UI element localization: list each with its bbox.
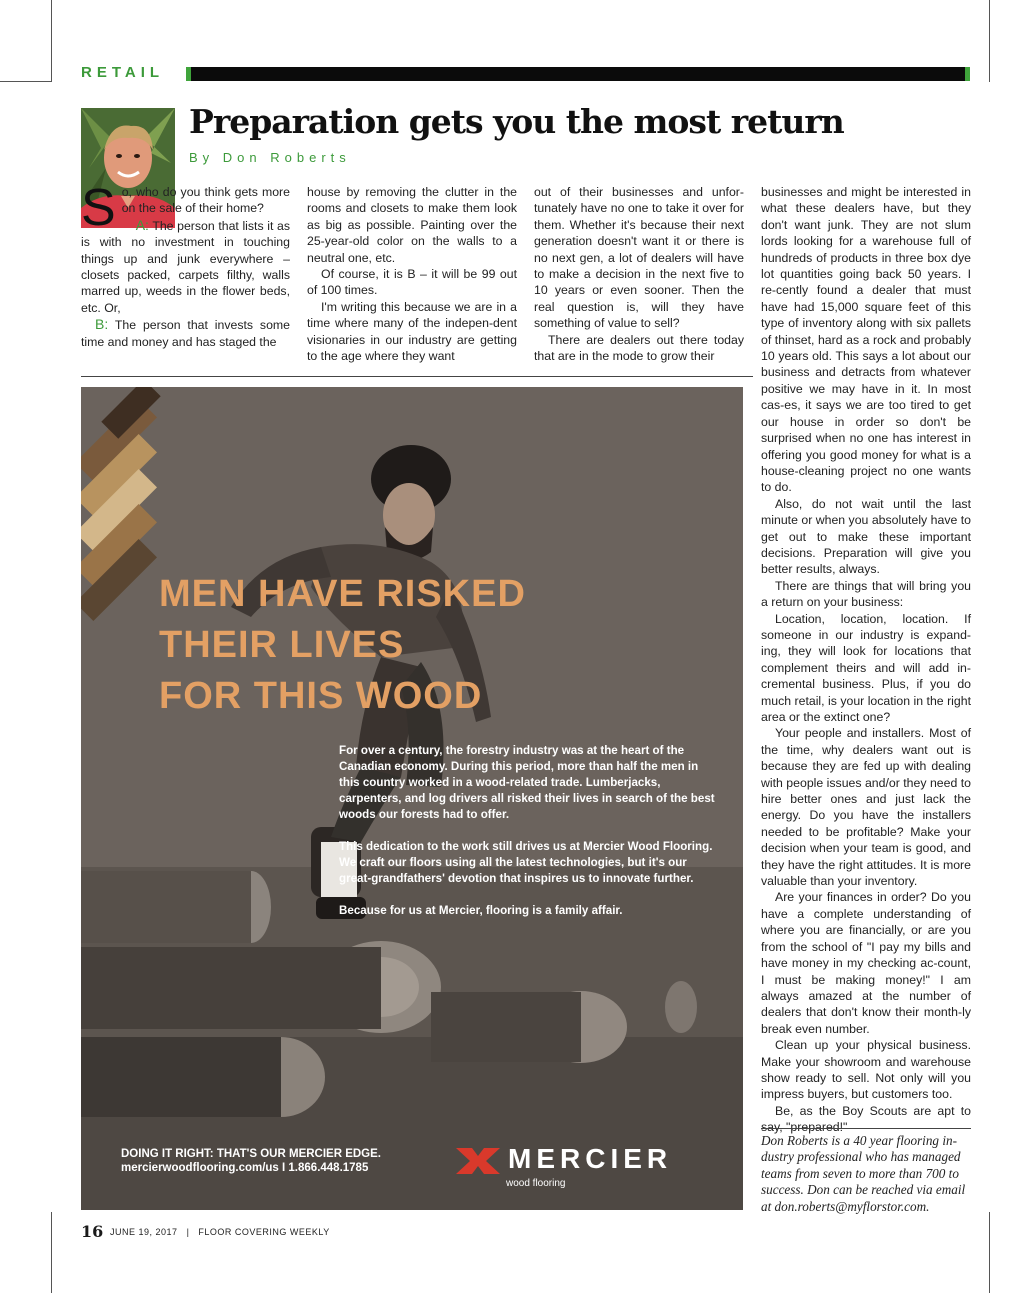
ad-tagline: DOING IT RIGHT: THAT'S OUR MERCIER EDGE. xyxy=(121,1148,381,1160)
paragraph: Location, location, location. If someone in our industry is expand-ing, they will look for locations that complement theirs and will add in-cremental business. Plus, if you do much retail, is your location in the right area or the extinct one? xyxy=(761,611,971,724)
paragraph: Are your finances in order? Do you have a complete understanding of where you are financially, or are you from the school of "I pay my bills and have money in my checking ac-count, I must be making money!" I am always amazed at the number of dealers that don't know their month-ly break even number. xyxy=(761,890,971,1036)
crop-mark xyxy=(989,0,990,82)
mercier-advertisement xyxy=(81,387,743,1210)
ad-body-copy xyxy=(339,743,719,935)
crop-mark xyxy=(989,1212,990,1293)
author-bio: Don Roberts is a 40 year flooring in-dustry professional who has managed teams from seven to more than 700 to success. Don can be reached via email at don.roberts@myflorstor.com. xyxy=(761,1133,966,1214)
answer-label-b: B: xyxy=(95,316,109,333)
article-column-3 xyxy=(534,184,744,364)
paragraph: I'm writing this because we are in a time where many of the indepen-dent visionaries in our industry are getting to the age where they want xyxy=(307,299,517,364)
paragraph: house by removing the clutter in the rooms and closets to make them look as big as possible. Painting over the 25-year-old color on the walls to a neutral one, etc. xyxy=(307,185,517,265)
paragraph: businesses and might be interested in what these dealers have, but they don't want junk. They are not slum lords looking for a warehouse full of hundreds of products in three box dye lot quantities going back 50 years. I re-cently found a dealer that must have had 15,000 square feet of this type of inventory along with six pallets of thinset, hard as a rock and probably 10 years old. This says a lot about our business and detracts from whatever positive we may have in it. In most cas-es, it says we are too tired to get our house in order so don't be surprised when no one has interest in offering you good money for what is a house-cleaning project no one wants to do. xyxy=(761,185,971,495)
ad-paragraph: Because for us at Mercier, flooring is a family affair. xyxy=(339,904,623,917)
footer-separator: | xyxy=(186,1227,190,1237)
crop-mark xyxy=(0,81,51,82)
article-column-4 xyxy=(761,184,971,1136)
column-rule xyxy=(81,376,753,377)
bio-rule xyxy=(761,1128,971,1129)
brand-wordmark: MERCIER xyxy=(508,1143,673,1174)
brand-subtitle: wood flooring xyxy=(506,1178,566,1189)
paragraph: Your people and installers. Most of the time, why dealers want out is because they are fed up with dealing with people issues and/or they need to hire better ones and just lack the energy. Do you have the installers needed to be profitable? Make your decision when your team is good, and they have the right attitudes. It is more valuable than your inventory. xyxy=(761,726,971,889)
paragraph: out of their businesses and unfor-tunately have no one to take it over for them. Whether it's because their next generation doesn't want it or there is no next gen, a lot of dealers will have to make a decision in the next five to 10 years or even sooner. Then the real question is, will they have something of value to sell? xyxy=(534,185,744,331)
paragraph: Of course, it is B – it will be 99 out of 100 times. xyxy=(307,267,517,298)
paragraph: There are things that will bring you a return on your business: xyxy=(761,578,971,610)
page-footer xyxy=(110,1227,330,1237)
article-byline: By Don Roberts xyxy=(189,150,351,165)
paragraph: o, who do you think gets more on the sale of their home? xyxy=(121,185,290,216)
ad-headline-line-1: MEN HAVE RISKED xyxy=(159,573,526,615)
section-label: RETAIL xyxy=(81,64,165,81)
page-number: 16 xyxy=(81,1222,104,1241)
mercier-logo-mark-icon xyxy=(456,1148,500,1174)
article-column-1 xyxy=(81,179,290,350)
ad-paragraph: This dedication to the work still drives us at Mercier Wood Flooring. We craft our floors using all the latest technologies, but it's our great-grandfathers' devotion that inspires us to innovate further. xyxy=(339,840,713,885)
publication-name: FLOOR COVERING WEEKLY xyxy=(198,1227,330,1237)
ad-headline-line-3: FOR THIS WOOD xyxy=(159,675,483,717)
paragraph: There are dealers out there today that are in the mode to grow their xyxy=(534,332,744,364)
ad-footer xyxy=(121,1147,381,1175)
section-bar xyxy=(186,67,970,81)
answer-label-a: A: xyxy=(135,216,149,233)
issue-date: JUNE 19, 2017 xyxy=(110,1227,178,1237)
ad-paragraph: For over a century, the forestry industry was at the heart of the Canadian economy. During this period, more than half the men in this country worked in a wood-related trade. Lumberjacks, carpenters, and log drivers all risked their lives in search of the best woods our forests had to offer. xyxy=(339,744,715,821)
article-column-2 xyxy=(307,184,517,364)
paragraph: Clean up your physical business. Make your showroom and warehouse show ready to sell. Not only will you impress buyers, but customers too. xyxy=(761,1038,971,1102)
drop-cap: S xyxy=(81,179,116,237)
ad-contact: mercierwoodflooring.com/us I 1.866.448.1785 xyxy=(121,1162,369,1174)
crop-mark xyxy=(51,1212,52,1293)
ad-headline-line-2: THEIR LIVES xyxy=(159,624,405,666)
article-headline: Preparation gets you the most return xyxy=(189,102,844,141)
paragraph: The person that invests some time and money and has staged the xyxy=(81,318,290,349)
paragraph: Also, do not wait until the last minute or when you absolutely have to get out to make these important decisions. Preparation will give you better results, always. xyxy=(761,496,971,577)
paragraph: The person that lists it as is with no investment in touching things up and junk everywhere – closets packed, carpets filthy, walls marred up, weeds in the flower beds, etc. Or, xyxy=(81,218,290,315)
crop-mark xyxy=(51,0,52,82)
paragraph: Be, as the Boy Scouts are apt to xyxy=(775,1103,971,1118)
